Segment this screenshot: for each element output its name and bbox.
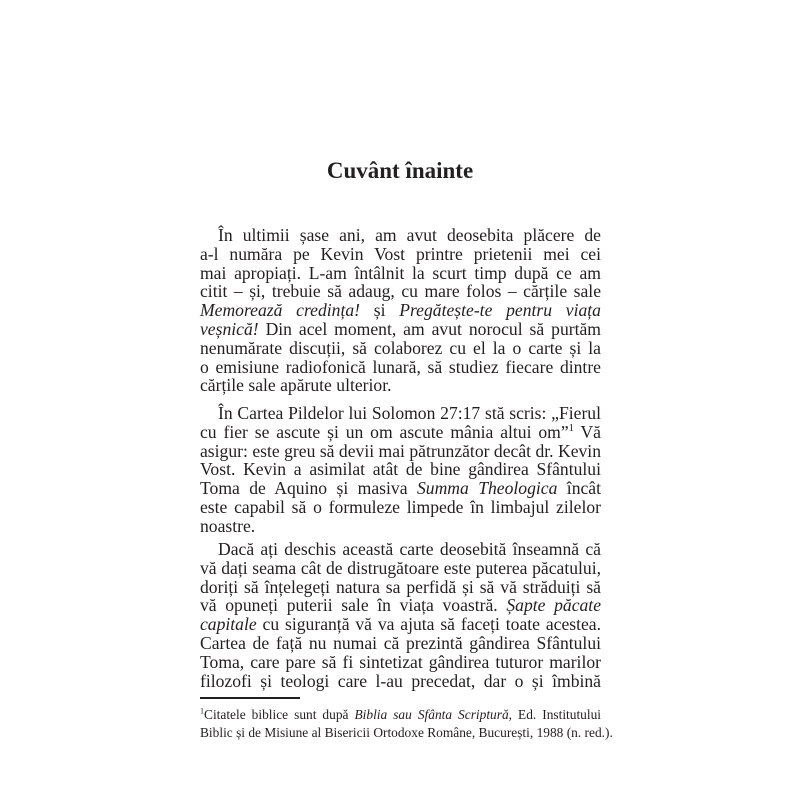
text-segment: vă opuneți puterii sale în viața voastră.	[200, 595, 507, 616]
text-line	[200, 442, 601, 461]
text-line	[200, 264, 601, 283]
text-segment: cărțile sale apărute ulterior.	[200, 375, 392, 396]
text-segment: Biblic și de Misiune al Bisericii Ortodoxe Române, București, 1988 (n. red.).	[200, 725, 613, 740]
text-line	[200, 320, 601, 339]
text-line	[200, 479, 601, 498]
italic-text: Biblia sau Sfânta Scriptură	[354, 707, 509, 722]
text-segment: a-l număra pe Kevin Vost printre prietenii mei cei	[200, 243, 601, 264]
paragraph-3	[200, 540, 601, 690]
chapter-title: Cuvânt înainte	[326, 158, 474, 183]
text-line	[200, 460, 601, 479]
text-line	[200, 653, 601, 672]
italic-text: Pregătește-te pentru viața	[399, 300, 601, 321]
text-line	[200, 226, 601, 245]
italic-text: veșnică!	[200, 318, 259, 339]
text-segment: Vost. Kevin a asimilat atât de bine gândirea Sfântului	[200, 459, 601, 480]
text-line	[200, 376, 601, 395]
text-line	[200, 540, 601, 559]
text-line	[200, 559, 601, 578]
text-segment: cu siguranță vă va ajuta să faceți toate acestea.	[256, 614, 601, 635]
italic-text: Șapte păcate	[506, 595, 602, 616]
text-line	[200, 615, 601, 634]
text-line	[200, 578, 601, 597]
text-segment: În Cartea Pildelor lui Solomon 27:17 stă scris: „Fierul	[218, 403, 601, 423]
text-line	[200, 301, 601, 320]
text-segment: Toma, care pare să fi sintetizat gândirea tuturor marilor	[200, 651, 601, 672]
text-segment: Dacă ați deschis această carte deosebită înseamnă că	[218, 539, 601, 559]
text-line	[200, 517, 601, 536]
text-segment: asigur: este greu să devii mai pătrunzător decât dr. Kevin	[200, 440, 601, 461]
paragraph-2	[200, 404, 601, 536]
footnote-marker: 1	[200, 706, 205, 716]
text-line	[200, 724, 613, 742]
footnote	[200, 706, 613, 742]
text-segment: doriți să înțelegeți natura sa perfidă și să vă străduiți să	[200, 576, 601, 597]
text-segment: , Ed. Institutului	[508, 707, 602, 722]
text-segment: și	[360, 300, 400, 321]
text-segment: În ultimii șase ani, am avut deosebita plăcere de	[218, 225, 601, 245]
text-line	[200, 423, 601, 442]
text-line	[200, 358, 601, 377]
footnote-marker: 1	[568, 422, 574, 434]
italic-text: Memorează credința!	[200, 300, 360, 321]
text-segment: este capabil să o formuleze limpede în limbajul zilelor	[200, 496, 601, 517]
text-segment: mai apropiați. L-am întâlnit la scurt timp după ce am	[200, 262, 601, 283]
text-line	[200, 706, 601, 724]
italic-text: Summa Theologica	[416, 478, 558, 499]
text-segment: cu fier se ascute și un om ascute mânia altui om”	[200, 421, 569, 442]
text-line	[200, 596, 601, 615]
text-line	[200, 282, 601, 301]
text-segment: Vă	[573, 421, 601, 442]
text-segment: filozofi și teologi care l-au precedat, dar o și îmbină	[200, 670, 601, 691]
text-segment: noastre.	[200, 515, 256, 536]
italic-text: capitale	[200, 614, 257, 635]
text-segment: Din acel moment, am avut norocul să purtăm	[258, 318, 601, 339]
text-line	[200, 339, 601, 358]
paragraph-1	[200, 226, 601, 395]
text-line	[200, 498, 601, 517]
text-line	[200, 672, 601, 691]
text-segment: Citatele biblice sunt după	[204, 707, 355, 722]
text-segment: citit – și, trebuie să adaug, cu mare folos – cărțile sale	[200, 281, 601, 302]
text-segment: nenumărate discuții, să colaborez cu el la o carte și la	[200, 337, 601, 358]
text-segment: vă dați seama cât de distrugătoare este puterea păcatului,	[200, 557, 601, 578]
text-segment: o emisiune radiofonică lunară, să studiez fiecare dintre	[200, 356, 601, 377]
text-line	[200, 245, 601, 264]
text-segment: Cartea de față nu numai că prezintă gândirea Sfântului	[200, 632, 601, 653]
text-segment: Toma de Aquino și masiva	[200, 478, 417, 499]
text-segment: încât	[557, 478, 601, 499]
footnote-divider	[200, 697, 300, 699]
text-line	[200, 404, 601, 423]
text-line	[200, 634, 601, 653]
